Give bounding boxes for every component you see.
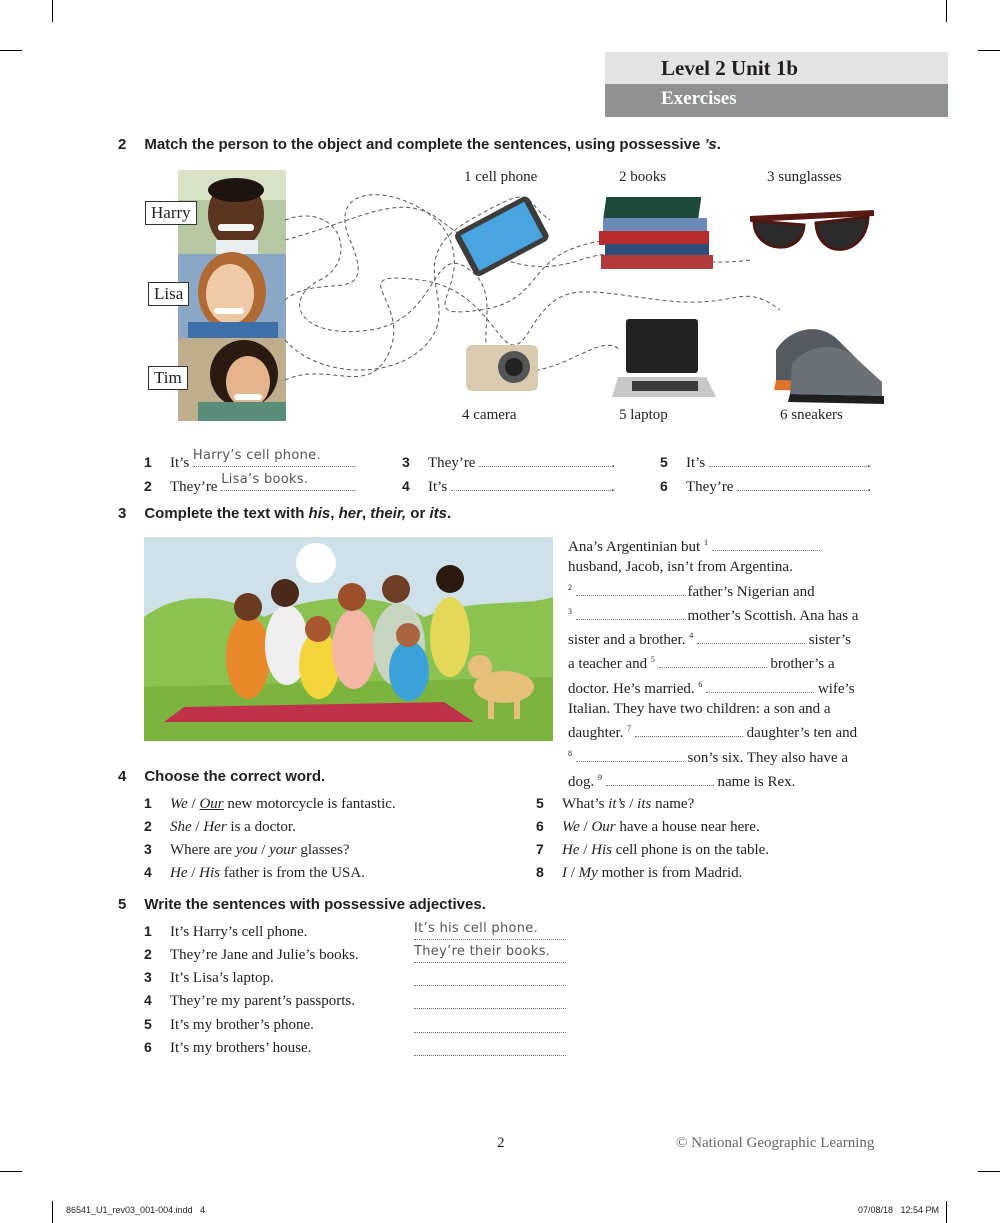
- ex3-blank-8[interactable]: [576, 749, 684, 762]
- crop-mark: [978, 1171, 1000, 1172]
- ex4-option-a[interactable]: He: [562, 842, 580, 858]
- ex3-blank-9[interactable]: [606, 773, 714, 786]
- exercise-3-heading: 3 Complete the text with his, her, their, or its.: [118, 505, 452, 522]
- books-icon: [597, 192, 719, 282]
- page-number: 2: [497, 1135, 505, 1151]
- ex2-sentence-5: 5 It’s .: [660, 454, 871, 471]
- ex3-blank-1[interactable]: [712, 538, 820, 551]
- ex2-answer-2[interactable]: Lisa’s books.: [221, 476, 355, 491]
- crop-mark: [52, 0, 53, 22]
- ex5-answer-5[interactable]: [414, 1018, 566, 1033]
- ex4-option-a[interactable]: She: [170, 819, 192, 835]
- ex5-item-2: 2 They’re Jane and Julie’s books.: [144, 946, 359, 963]
- ex5-item-6: 6 It’s my brothers’ house.: [144, 1039, 312, 1056]
- ex3-blank-6[interactable]: [706, 680, 814, 693]
- ex3-blank-5[interactable]: [659, 655, 767, 668]
- ex4-item-8: 8 I / My mother is from Madrid.: [536, 864, 743, 881]
- object-label-laptop: 5 laptop: [619, 407, 668, 423]
- ex4-option-a[interactable]: We: [562, 819, 580, 835]
- ex2-answer-1[interactable]: Harry’s cell phone.: [193, 452, 355, 467]
- ex4-option-b[interactable]: Her: [203, 819, 227, 835]
- laptop-icon: [612, 315, 720, 403]
- level-header: [605, 52, 948, 84]
- ex5-answer-6[interactable]: [414, 1041, 566, 1056]
- ex3-blank-7[interactable]: [635, 724, 743, 737]
- ex2-answer-5[interactable]: [709, 452, 867, 467]
- camera-icon: [462, 335, 544, 395]
- object-label-cell-phone: 1 cell phone: [464, 169, 538, 185]
- crop-mark: [0, 1171, 22, 1172]
- ex5-item-4: 4 They’re my parent’s passports.: [144, 992, 355, 1009]
- object-label-sneakers: 6 sneakers: [780, 407, 843, 423]
- ex4-option-b[interactable]: His: [199, 865, 221, 881]
- ex3-paragraph: Ana’s Argentinian but $^1$ husband, Jacob, isn’t from Argentina. $^2$ father’s Nigerian and $^3$ mother’s Scottish. Ana has a sister and a brother. $^4$ sister’s a teacher and $^5$ brother’s a doctor. He’s married. $^6$ wife’s Italian. They have two children: a son and a daughter. $^7$ daughter’s ten and $^8$ son’s six. They also have a dog. $^9$ name is Rex.: [568, 538, 859, 790]
- ex2-answer-3[interactable]: [479, 452, 611, 467]
- file-slug: 86541_U1_rev03_001-004.indd 4: [66, 1205, 206, 1215]
- cell-phone-icon: [445, 190, 555, 280]
- ex4-item-1: 1 We / Our new motorcycle is fantastic.: [144, 795, 396, 812]
- ex5-answer-1[interactable]: It’s his cell phone.: [414, 925, 566, 940]
- copyright: © National Geographic Learning: [676, 1135, 875, 1151]
- ex2-sentence-2: 2 They’re Lisa’s books.: [144, 476, 355, 496]
- crop-mark: [946, 1201, 947, 1223]
- ex4-option-b[interactable]: My: [578, 865, 598, 881]
- print-date: 07/08/18 12:54 PM: [858, 1205, 940, 1215]
- ex4-item-2: 2 She / Her is a doctor.: [144, 818, 296, 835]
- ex4-option-a[interactable]: He: [170, 865, 188, 881]
- exercise-2-heading: 2 Match the person to the object and complete the sentences, using possessive ’s.: [118, 136, 721, 153]
- crop-mark: [0, 50, 22, 51]
- ex2-sentence-6: 6 They’re .: [660, 478, 871, 495]
- object-label-camera: 4 camera: [462, 407, 517, 423]
- ex5-item-3: 3 It’s Lisa’s laptop.: [144, 969, 274, 986]
- person-label-lisa: Lisa: [148, 282, 189, 306]
- person-label-tim: Tim: [148, 366, 188, 390]
- sneakers-icon: [768, 310, 886, 406]
- object-label-sunglasses: 3 sunglasses: [767, 169, 842, 185]
- ex4-option-a[interactable]: I: [562, 865, 567, 881]
- family-illustration: [144, 537, 553, 741]
- section-title: Exercises: [661, 88, 737, 109]
- ex5-answer-4[interactable]: [414, 994, 566, 1009]
- exercise-5-heading: 5 Write the sentences with possessive adjectives.: [118, 896, 486, 913]
- ex5-item-5: 5 It’s my brother’s phone.: [144, 1016, 314, 1033]
- ex4-item-3: 3 Where are you / your glasses?: [144, 841, 350, 858]
- ex5-item-1: 1 It’s Harry’s cell phone.: [144, 923, 308, 940]
- section-header: [605, 84, 948, 117]
- ex4-item-6: 6 We / Our have a house near here.: [536, 818, 760, 835]
- ex3-blank-4[interactable]: [697, 631, 805, 644]
- ex3-blank-2[interactable]: [576, 583, 684, 596]
- crop-mark: [978, 50, 1000, 51]
- ex4-option-a[interactable]: you: [235, 842, 258, 858]
- ex2-answer-4[interactable]: [451, 476, 611, 491]
- ex4-item-4: 4 He / His father is from the USA.: [144, 864, 365, 881]
- ex4-option-b[interactable]: His: [591, 842, 613, 858]
- object-label-books: 2 books: [619, 169, 667, 185]
- ex4-option-b[interactable]: Our: [591, 819, 616, 835]
- level-title: Level 2 Unit 1b: [661, 56, 799, 80]
- ex4-option-a[interactable]: We: [170, 796, 188, 812]
- crop-mark: [946, 0, 947, 22]
- sunglasses-icon: [746, 205, 878, 277]
- ex4-option-a[interactable]: it’s: [608, 796, 626, 812]
- ex2-sentence-4: 4 It’s .: [402, 478, 615, 495]
- ex2-sentence-1: 1 It’s Harry’s cell phone.: [144, 452, 355, 472]
- exercise-4-heading: 4 Choose the correct word.: [118, 768, 326, 785]
- person-label-harry: Harry: [145, 201, 197, 225]
- ex2-answer-6[interactable]: [737, 476, 867, 491]
- ex5-answer-3[interactable]: [414, 971, 566, 986]
- ex4-option-b[interactable]: its: [637, 796, 652, 812]
- ex4-item-5: 5 What’s it’s / its name?: [536, 795, 695, 812]
- ex2-sentence-3: 3 They’re .: [402, 454, 615, 471]
- ex5-answer-2[interactable]: They’re their books.: [414, 948, 566, 963]
- crop-mark: [52, 1201, 53, 1223]
- ex4-option-b[interactable]: your: [269, 842, 297, 858]
- ex4-item-7: 7 He / His cell phone is on the table.: [536, 841, 770, 858]
- ex3-blank-3[interactable]: [576, 607, 684, 620]
- ex4-option-b[interactable]: Our: [199, 796, 224, 812]
